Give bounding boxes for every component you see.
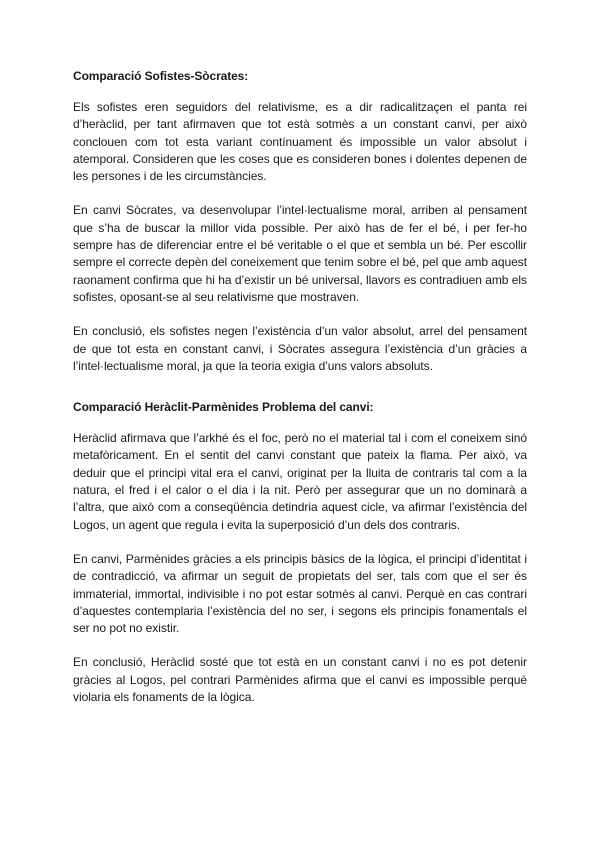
section-title: Comparació Heràclit-Parmènides Problema del canvi: xyxy=(73,400,374,415)
paragraph: En conclusió, Heràclid sosté que tot està en un constant canvi i no es pot detenir gràcies al Logos, pel contrari Parmènides afirma que el canvi es impossible perquè violaria els fonaments de la lògica. xyxy=(73,655,527,705)
paragraph: En canvi, Parmènides gràcies a els principis bàsics de la lògica, el principi d’identitat i de contradicció, va afirmar un seguit de propietats del ser, tals com que el ser és immaterial, immortal, indivisible i no pot estar sotmès al canvi. Perquè en cas contrari d’aquestes contemplaria l’existència del no ser, i segons els principis fonamentals el ser no pot no existir. xyxy=(73,551,527,636)
section-title: Comparació Sofistes-Sòcrates: xyxy=(73,69,249,83)
section-heraclit-parmenides xyxy=(73,399,527,706)
paragraph: Els sofistes eren seguidors del relativisme, es a dir radicalitzaçen el panta rei d’heràclid, per tant afirmaven que tot està sotmès a un constant canvi, per això conclouen com tot esta variant contínuament és impossible un valor absolut i atemporal. Consideren que les coses que es consideren bones i dolentes depenen de les persones i de les circumstàncies. xyxy=(73,100,527,184)
paragraph: Heràclid afirmava que l’arkhé és el foc, però no el material tal i com el coneixem sinó metafòricament. En el sentit del canvi constant que pateix la flama. Per això, va deduir que el principi vital era el canvi, originat per la lluita de contraris tal com a la natura, el fred i el calor o el dia i la nit. Però per assegurar que un no dominarà a l’altra, que això com a conseqüència detindria aquest cicle, va afirmar l’existència del Logos, un agent que regula i evita la superposició d’un dels dos contraris. xyxy=(73,431,527,532)
paragraph: En conclusió, els sofistes negen l’existència d’un valor absolut, arrel del pensament de que tot esta en constant canvi, i Sòcrates assegura l’existència d’un gràcies a l’intel·lectualisme moral, ja que la teoria exigia d’uns valors absoluts. xyxy=(73,324,527,373)
section-sofistes-socrates xyxy=(73,68,527,375)
paragraph: En canvi Sòcrates, va desenvolupar l’intel·lectualisme moral, arriben al pensament que s’ha de buscar la millor vida possible. Per això has de fer el bé, i per fer-ho sempre has de diferenciar entre el bé veritable o el que et sembla un bé. Per escollir sempre el correcte depèn del coneixement que tenim sobre el bé, pel que amb aquest raonament confirma que hi ha d’existir un bé universal, llavors es contradiuen amb els sofistes, oposant-se al seu relativisme que mostraven. xyxy=(73,203,527,304)
